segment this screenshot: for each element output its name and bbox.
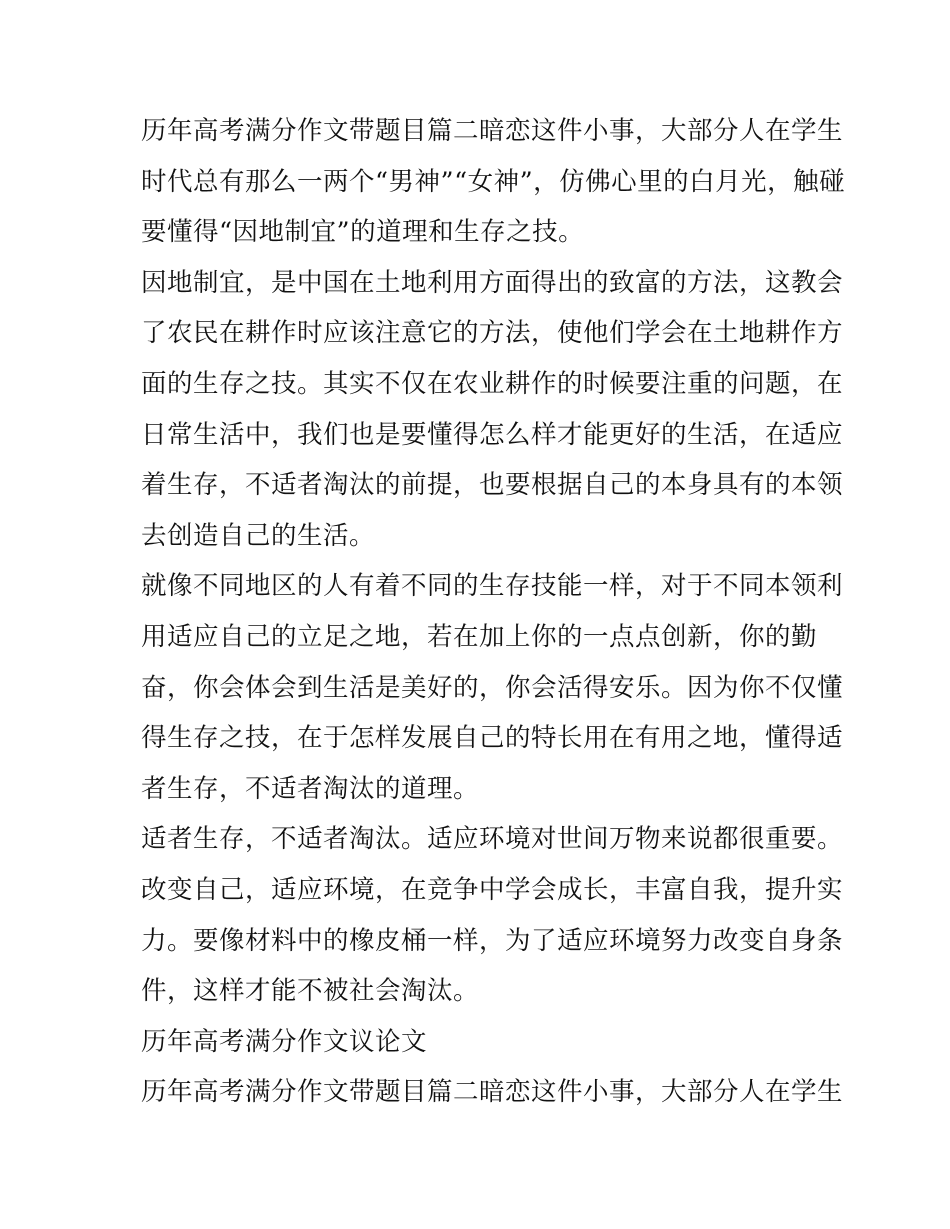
text-line: 件，这样才能不被社会淘汰。 [141,976,480,1006]
section-heading: 历年高考满分作文议论文 [141,1027,428,1057]
text-line: 得生存之技，在于怎样发展自己的特长用在有用之地，懂得适 [141,723,844,753]
text-line: 力。要像材料中的橡皮桶一样，为了适应环境努力改变自身条 [141,926,844,956]
text-line: 面的生存之技。其实不仅在农业耕作的时候要注重的问题，在 [141,369,844,399]
text-line: 要懂得“因地制宜”的道理和生存之技。 [141,217,585,247]
text-line: 用适应自己的立足之地，若在加上你的一点点创新，你的勤 [141,622,818,652]
text-line: 者生存，不适者淘汰的道理。 [141,774,480,804]
text-line: 奋，你会体会到生活是美好的，你会活得安乐。因为你不仅懂 [141,673,844,703]
text-line: 了农民在耕作时应该注意它的方法，使他们学会在土地耕作方 [141,318,844,348]
text-line: 历年高考满分作文带题目篇二暗恋这件小事，大部分人在学生 [141,1077,844,1107]
text-line: 因地制宜，是中国在土地利用方面得出的致富的方法，这教会 [141,268,844,298]
text-line: 就像不同地区的人有着不同的生存技能一样，对于不同本领利 [141,571,844,601]
text-line: 时代总有那么一两个“男神”“女神”，仿佛心里的白月光，触碰 [141,167,846,197]
text-line: 适者生存，不适者淘汰。适应环境对世间万物来说都很重要。 [141,824,844,854]
text-line: 去创造自己的生活。 [141,521,376,551]
text-line: 改变自己，适应环境，在竞争中学会成长，丰富自我，提升实 [141,875,844,905]
text-line: 着生存，不适者淘汰的前提，也要根据自己的本身具有的本领 [141,470,844,500]
text-line: 历年高考满分作文带题目篇二暗恋这件小事，大部分人在学生 [141,116,844,146]
text-line: 日常生活中，我们也是要懂得怎么样才能更好的生活，在适应 [141,420,844,450]
